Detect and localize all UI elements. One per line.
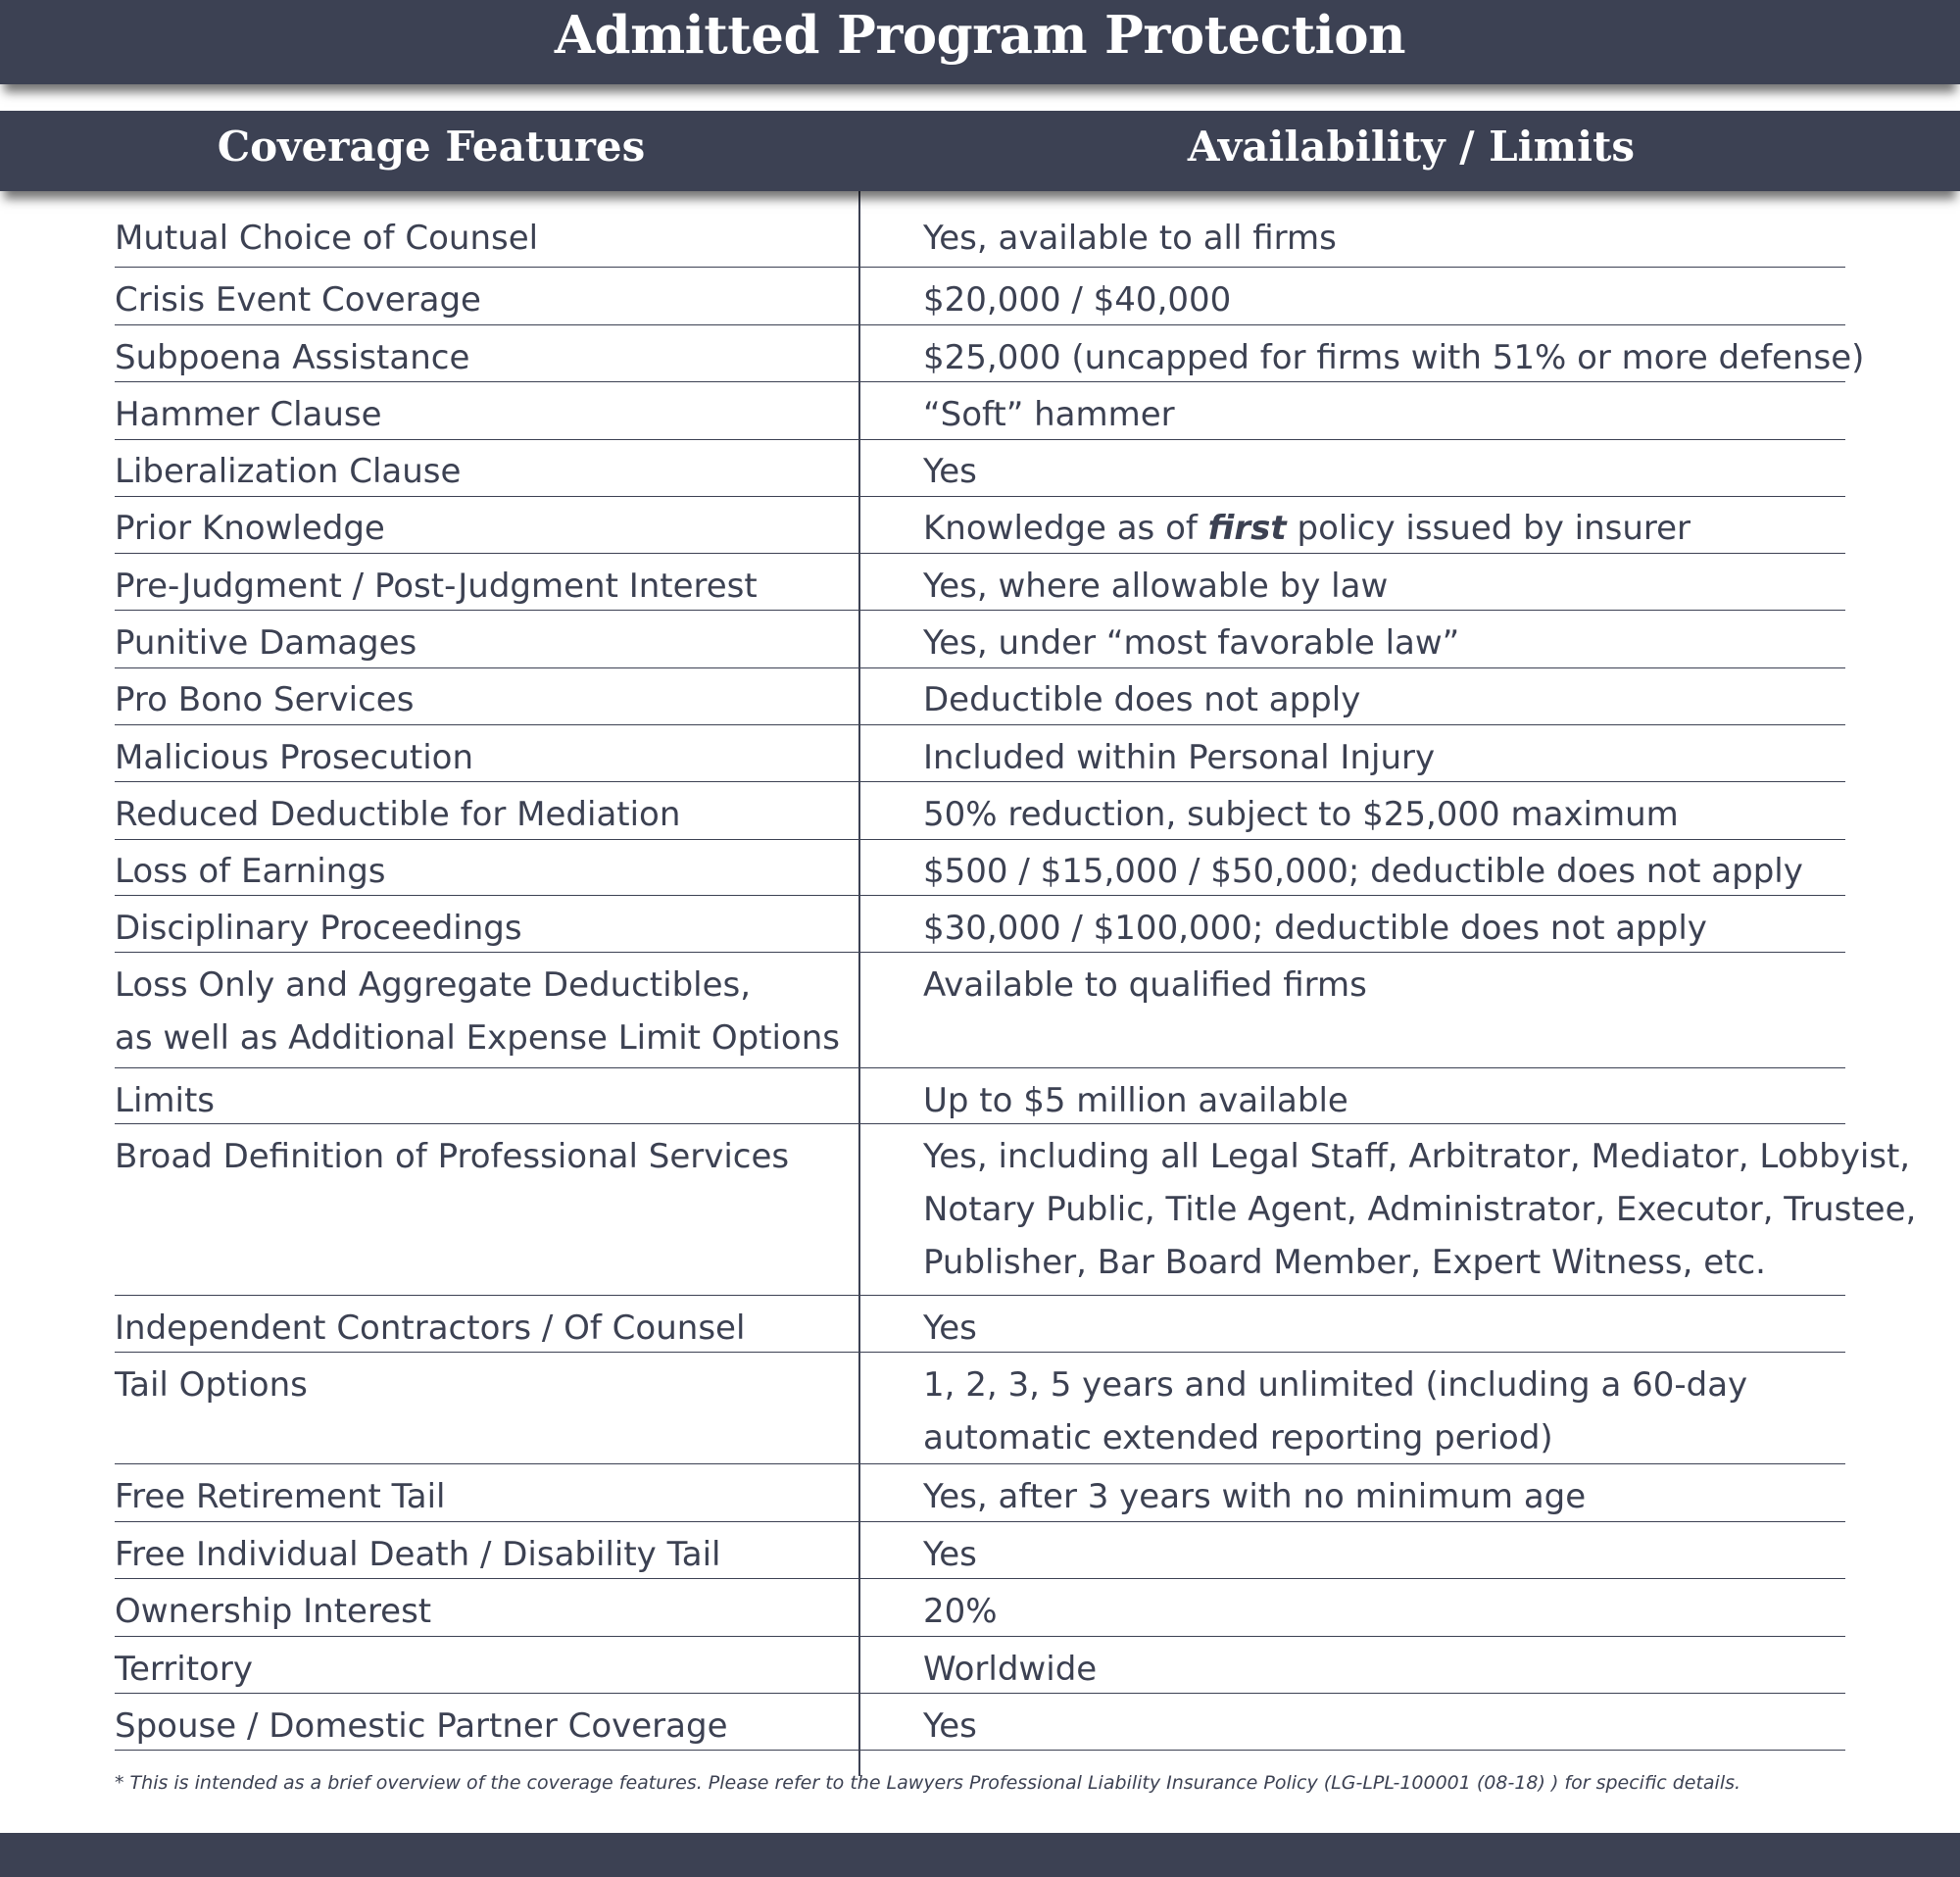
coverage-feature-line: Reduced Deductible for Mediation	[115, 795, 681, 834]
table-header	[0, 111, 1960, 191]
table-row	[115, 1068, 1845, 1124]
coverage-feature-line: Hammer Clause	[115, 395, 382, 434]
coverage-feature-line: Pre-Judgment / Post-Judgment Interest	[115, 567, 758, 606]
availability-value	[923, 388, 1864, 441]
coverage-feature	[115, 331, 850, 384]
availability-value-emphasis: first	[1207, 509, 1287, 548]
availability-value-line: Up to $5 million available	[923, 1081, 1348, 1120]
table-row	[115, 839, 1845, 896]
availability-value-suffix: policy issued by insurer	[1286, 509, 1691, 548]
coverage-feature	[115, 959, 850, 1064]
coverage-feature-line: Mutual Choice of Counsel	[115, 219, 539, 258]
availability-value	[923, 1358, 1864, 1464]
coverage-feature-line: Liberalization Clause	[115, 452, 462, 491]
coverage-feature	[115, 1643, 850, 1696]
table-row	[115, 611, 1845, 668]
table-row	[115, 268, 1845, 325]
coverage-feature	[115, 1585, 850, 1638]
coverage-feature-line: Ownership Interest	[115, 1592, 432, 1631]
availability-value	[923, 1585, 1864, 1638]
coverage-feature	[115, 1302, 850, 1355]
coverage-feature	[115, 212, 850, 265]
table-row	[115, 382, 1845, 440]
table-row	[115, 896, 1845, 953]
coverage-feature	[115, 445, 850, 498]
page-title: Admitted Program Protection	[554, 5, 1406, 66]
availability-value-line: 20%	[923, 1592, 998, 1631]
coverage-feature	[115, 902, 850, 955]
coverage-feature-line: Territory	[115, 1650, 253, 1689]
header-availability-limits: Availability / Limits	[1187, 123, 1636, 171]
availability-value-line: Notary Public, Title Agent, Administrator, Executor, Trustee,	[923, 1190, 1917, 1229]
coverage-feature-line: Broad Definition of Professional Services	[115, 1137, 790, 1176]
table-row	[115, 782, 1845, 840]
table-row	[115, 206, 1845, 268]
availability-value	[923, 902, 1864, 955]
availability-value-line: automatic extended reporting period)	[923, 1418, 1553, 1457]
availability-value	[923, 845, 1864, 898]
table-row	[115, 325, 1865, 382]
table-row	[115, 439, 1845, 497]
table-row	[115, 496, 1845, 554]
coverage-feature	[115, 502, 850, 555]
availability-value-line	[923, 502, 1864, 555]
coverage-feature	[115, 1700, 850, 1753]
table-row	[115, 1353, 1845, 1464]
availability-value-line: “Soft” hammer	[923, 395, 1175, 434]
coverage-feature-line: Disciplinary Proceedings	[115, 909, 522, 948]
availability-value	[923, 1074, 1864, 1127]
availability-value-line: Yes	[923, 1706, 977, 1746]
coverage-feature	[115, 273, 850, 326]
coverage-feature	[115, 617, 850, 669]
availability-value	[923, 560, 1864, 613]
coverage-feature	[115, 731, 850, 784]
availability-value	[923, 1528, 1864, 1581]
availability-value-line: 1, 2, 3, 5 years and unlimited (including a 60-day	[923, 1365, 1748, 1405]
availability-value	[923, 1130, 1917, 1289]
bottom-bar	[0, 1833, 1960, 1877]
availability-value-line: Yes	[923, 1535, 977, 1574]
coverage-feature-line: Pro Bono Services	[115, 680, 415, 719]
coverage-feature-line: Prior Knowledge	[115, 509, 385, 548]
availability-value	[923, 273, 1864, 326]
availability-value	[923, 617, 1864, 669]
coverage-feature	[115, 1470, 850, 1523]
availability-value-line: Yes	[923, 452, 977, 491]
availability-value-line: $500 / $15,000 / $50,000; deductible does not apply	[923, 852, 1803, 891]
availability-value	[923, 445, 1864, 498]
availability-value	[923, 673, 1864, 726]
coverage-feature-line: Limits	[115, 1081, 215, 1120]
availability-value-line: Available to qualified firms	[923, 965, 1367, 1005]
coverage-feature	[115, 1074, 850, 1127]
availability-value-line: Included within Personal Injury	[923, 738, 1436, 777]
coverage-feature	[115, 1358, 850, 1411]
coverage-feature	[115, 845, 850, 898]
coverage-feature-line: as well as Additional Expense Limit Options	[115, 1018, 840, 1058]
availability-value	[923, 1470, 1864, 1523]
availability-value	[923, 331, 1864, 384]
availability-value-line: Publisher, Bar Board Member, Expert Witness, etc.	[923, 1243, 1766, 1282]
availability-value-line: Yes, where allowable by law	[923, 567, 1389, 606]
coverage-feature	[115, 388, 850, 441]
availability-value-line: Yes, under “most favorable law”	[923, 623, 1460, 663]
availability-value	[923, 212, 1864, 265]
table-row	[115, 953, 1845, 1068]
table-row	[115, 1637, 1845, 1694]
availability-value-line: Yes, after 3 years with no minimum age	[923, 1477, 1587, 1516]
availability-value	[923, 1643, 1864, 1696]
availability-value-line: $25,000 (uncapped for firms with 51% or more defense)	[923, 338, 1865, 377]
coverage-feature-line: Punitive Damages	[115, 623, 417, 663]
coverage-feature	[115, 673, 850, 726]
coverage-feature-line: Tail Options	[115, 1365, 308, 1405]
availability-value-line: $30,000 / $100,000; deductible does not apply	[923, 909, 1707, 948]
availability-value-text: Knowledge as of	[923, 509, 1208, 548]
availability-value	[923, 959, 1864, 1012]
header-coverage-features: Coverage Features	[217, 123, 646, 171]
availability-value	[923, 731, 1864, 784]
availability-value-line: $20,000 / $40,000	[923, 280, 1232, 320]
footnote: * This is intended as a brief overview of the coverage features. Please refer to the Lawyers Professional Liability Insurance Policy (LG-LPL-100001 (08-18) ) for specific details.	[115, 1772, 1741, 1794]
coverage-feature-line: Spouse / Domestic Partner Coverage	[115, 1706, 728, 1746]
title-banner	[0, 0, 1960, 84]
coverage-feature-line: Malicious Prosecution	[115, 738, 474, 777]
availability-value	[923, 788, 1864, 841]
coverage-feature	[115, 560, 850, 613]
availability-value-line: 50% reduction, subject to $25,000 maximum	[923, 795, 1679, 834]
availability-value-line: Deductible does not apply	[923, 680, 1361, 719]
coverage-feature	[115, 1528, 850, 1581]
availability-value-line: Yes, including all Legal Staff, Arbitrator, Mediator, Lobbyist,	[923, 1137, 1911, 1176]
availability-value-line: Yes	[923, 1309, 977, 1348]
availability-value-line: Worldwide	[923, 1650, 1098, 1689]
table-row	[115, 1694, 1845, 1751]
table-row	[115, 1522, 1845, 1579]
availability-value	[923, 1700, 1864, 1753]
availability-value	[923, 1302, 1864, 1355]
coverage-feature-line: Subpoena Assistance	[115, 338, 470, 377]
coverage-feature	[115, 788, 850, 841]
coverage-feature-line: Loss of Earnings	[115, 852, 386, 891]
coverage-feature-line: Loss Only and Aggregate Deductibles,	[115, 965, 752, 1005]
coverage-feature	[115, 1130, 850, 1183]
availability-value	[923, 502, 1864, 555]
coverage-feature-line: Free Retirement Tail	[115, 1477, 446, 1516]
availability-value-line: Yes, available to all firms	[923, 219, 1337, 258]
table-row	[115, 725, 1845, 782]
table-row	[115, 1124, 1917, 1296]
coverage-feature-line: Free Individual Death / Disability Tail	[115, 1535, 721, 1574]
table-row	[115, 1296, 1845, 1353]
table-row	[115, 1464, 1845, 1522]
table-row	[115, 667, 1845, 725]
table-row	[115, 1579, 1845, 1637]
table-row	[115, 554, 1845, 611]
coverage-feature-line: Independent Contractors / Of Counsel	[115, 1309, 746, 1348]
coverage-feature-line: Crisis Event Coverage	[115, 280, 481, 320]
